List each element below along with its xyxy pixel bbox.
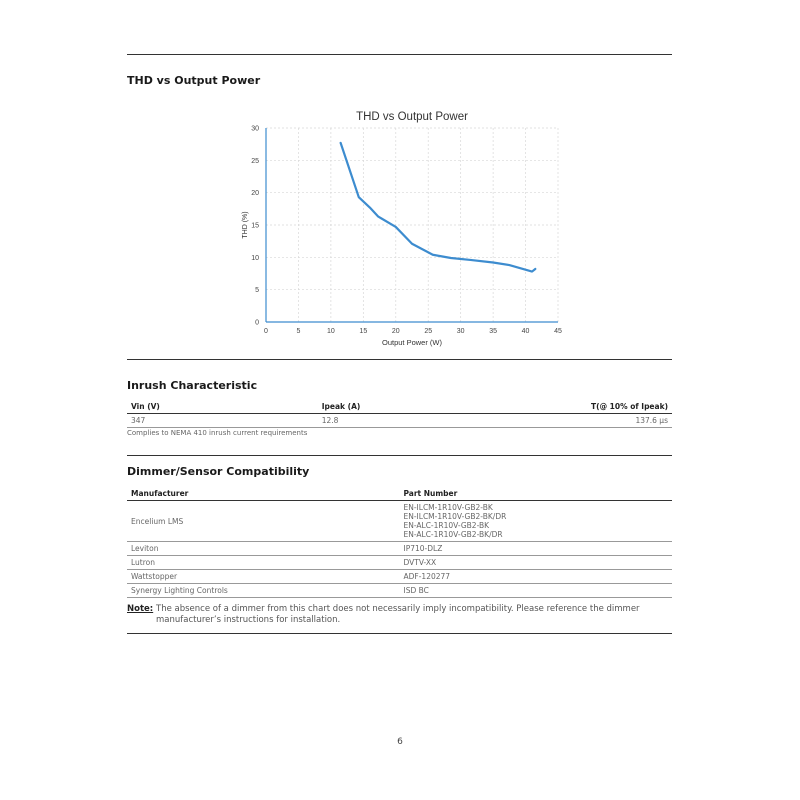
dimmer-manufacturer: Lutron [127,556,400,570]
y-tick-label: 30 [251,125,259,133]
y-tick-label: 20 [251,190,259,198]
inrush-col-time: T(@ 10% of Ipeak) [509,399,673,414]
inrush-col-ipeak: Ipeak (A) [318,399,509,414]
y-tick-label: 15 [251,222,259,230]
page-number: 6 [397,737,403,747]
x-tick-label: 35 [489,328,498,335]
dimmer-part: ADF-120277 [400,570,673,584]
table-row [127,542,672,556]
x-tick-label: 30 [456,328,465,335]
thd-section-title: THD vs Output Power [127,74,261,87]
inrush-col-vin: Vin (V) [127,399,318,414]
x-tick-label: 20 [391,328,400,335]
dimmer-part: EN-ILCM-1R10V-GB2-BK [403,503,493,512]
x-tick-label: 45 [554,328,562,335]
note-label: Note: [127,604,154,614]
dimmer-col-manufacturer: Manufacturer [127,486,400,501]
inrush-table [127,399,672,428]
y-tick-label: 25 [251,157,259,165]
table-row [127,501,672,542]
dimmer-part: EN-ALC-1R10V-GB2-BK [403,521,490,530]
inrush-time-value: 137.6 μs [509,414,673,428]
dimmer-col-part: Part Number [400,486,673,501]
inrush-top-rule [127,359,672,360]
y-tick-label: 10 [251,254,259,262]
x-tick-label: 10 [326,328,335,335]
top-rule [127,54,672,55]
x-axis-label: Output Power (W) [381,338,443,347]
note-text: The absence of a dimmer from this chart does not necessarily imply incompatibility. Please reference the dimmer manufacturer’s instructions for installation. [156,604,640,625]
dimmer-part: DVTV-XX [400,556,673,570]
dimmer-top-rule [127,455,672,456]
inrush-ipeak-value: 12.8 [318,414,509,428]
y-axis-label: THD (%) [242,211,249,239]
thd-chart [230,103,570,348]
inrush-note: Complies to NEMA 410 inrush current requirements [127,429,308,437]
table-row [127,414,672,428]
dimmer-part: EN-ALC-1R10V-GB2-BK/DR [403,530,503,539]
dimmer-part: EN-ILCM-1R10V-GB2-BK/DR [403,512,507,521]
dimmer-manufacturer: Leviton [127,542,400,556]
dimmer-manufacturer: Synergy Lighting Controls [127,584,400,598]
x-tick-label: 0 [264,328,268,335]
dimmer-section-title: Dimmer/Sensor Compatibility [127,465,310,478]
bottom-rule [127,633,672,634]
y-tick-label: 5 [255,287,259,295]
inrush-section-title: Inrush Characteristic [127,379,258,392]
x-tick-label: 15 [359,328,368,335]
table-row [127,556,672,570]
y-tick-label: 0 [255,319,259,327]
x-tick-label: 25 [424,328,433,335]
dimmer-part: IP710-DLZ [400,542,673,556]
dimmer-manufacturer: Encelium LMS [127,501,400,542]
dimmer-part: ISD BC [400,584,673,598]
compatibility-note [127,604,672,628]
dimmer-part-list [400,501,673,542]
chart-title: THD vs Output Power [356,111,468,123]
x-tick-label: 5 [296,328,301,335]
inrush-vin-value: 347 [127,414,318,428]
table-row [127,570,672,584]
table-row [127,584,672,598]
dimmer-manufacturer: Wattstopper [127,570,400,584]
dimmer-table [127,486,672,598]
x-tick-label: 40 [521,328,530,335]
series-line [341,143,536,272]
